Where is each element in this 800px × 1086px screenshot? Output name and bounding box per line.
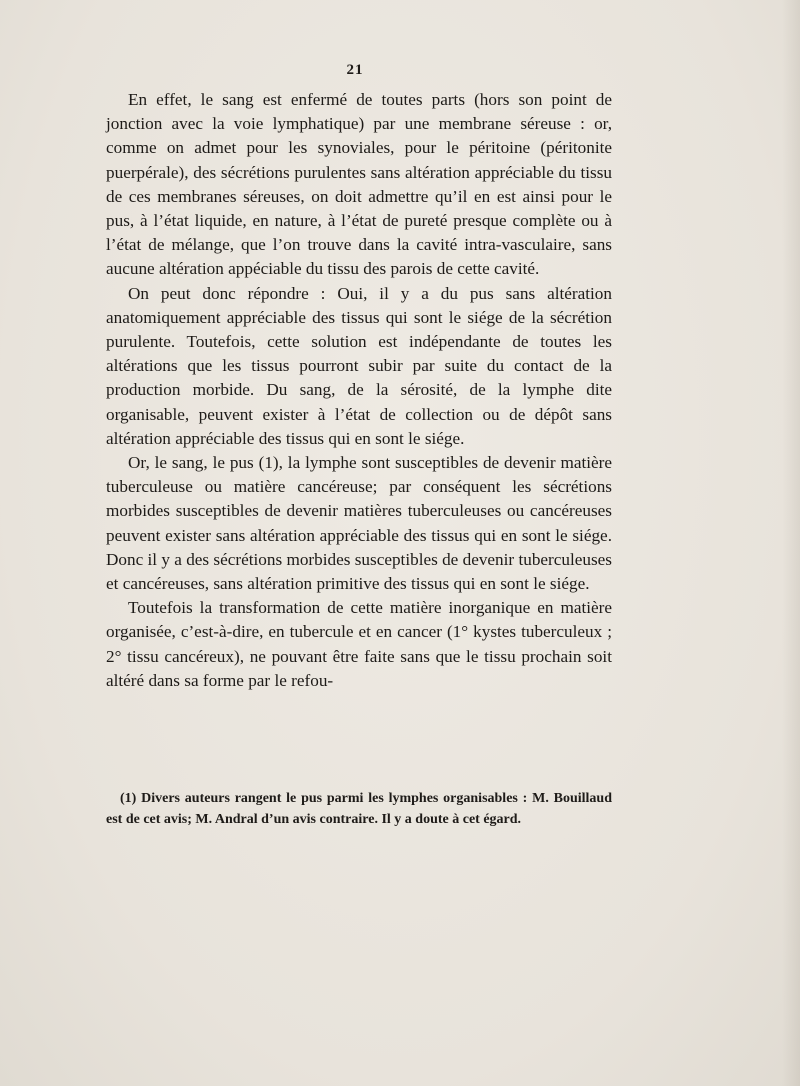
paragraph-1: En effet, le sang est enfermé de toutes parts (hors son point de jonction avec la voie lymphatique) par une membrane séreuse : or, comme on admet pour les synoviales, pour le péritoine (péritonite puerpérale), des sécrétions purulentes sans altération appréciable du tissu de ces membranes séreuses, on doit admettre qu’il en est ainsi pour le pus, à l’état liquide, en nature, à l’état de pureté presque complète ou à l’état de mélange, que l’on trouve dans la cavité intra-vasculaire, sans aucune altération appéciable du tissu des parois de cette cavité. (106, 90, 612, 279)
page-number: 21 (346, 62, 364, 78)
page-edge-shading (782, 0, 800, 1086)
footnote-text: (1) Divers auteurs rangent le pus parmi les lymphes organisables : M. Bouillaud est de cet avis; M. Andral d’un avis contraire. Il y a doute à cet égard. (106, 791, 612, 827)
paragraph-4: Toutefois la transformation de cette matière inorganique en matière organisée, c’est-à-dire, en tubercule et en cancer (1° kystes tuberculeux ; 2° tissu cancéreux), ne pouvant être faite sans que le tissu prochain soit altéré dans sa forme par le refou- (106, 598, 612, 690)
paragraph-2: On peut donc répondre : Oui, il y a du pus sans altération anatomiquement appréciable des tissus qui sont le siége de la sécrétion purulente. Toutefois, cette solution est indépendante de toutes les altérations que les tissus pourront subir par suite du contact de la production morbide. Du sang, de la sérosité, de la lymphe dite organisable, peuvent exister à l’état de collection ou de dépôt sans altération appréciable des tissus qui en sont le siége. (106, 283, 612, 448)
paragraph-3: Or, le sang, le pus (1), la lymphe sont susceptibles de devenir matière tuberculeuse ou matière cancéreuse; par conséquent les sécrétions morbides susceptibles de devenir matières tuberculeuses ou cancéreuses peuvent exister sans altération appréciable des tissus qui en sont le siége. Donc il y a des sécrétions morbides susceptibles de devenir tuberculeuses et cancéreuses, sans altération primitive des tissus qui en sont le siége. (106, 453, 612, 594)
body-text (106, 88, 612, 693)
footnote (106, 788, 612, 830)
